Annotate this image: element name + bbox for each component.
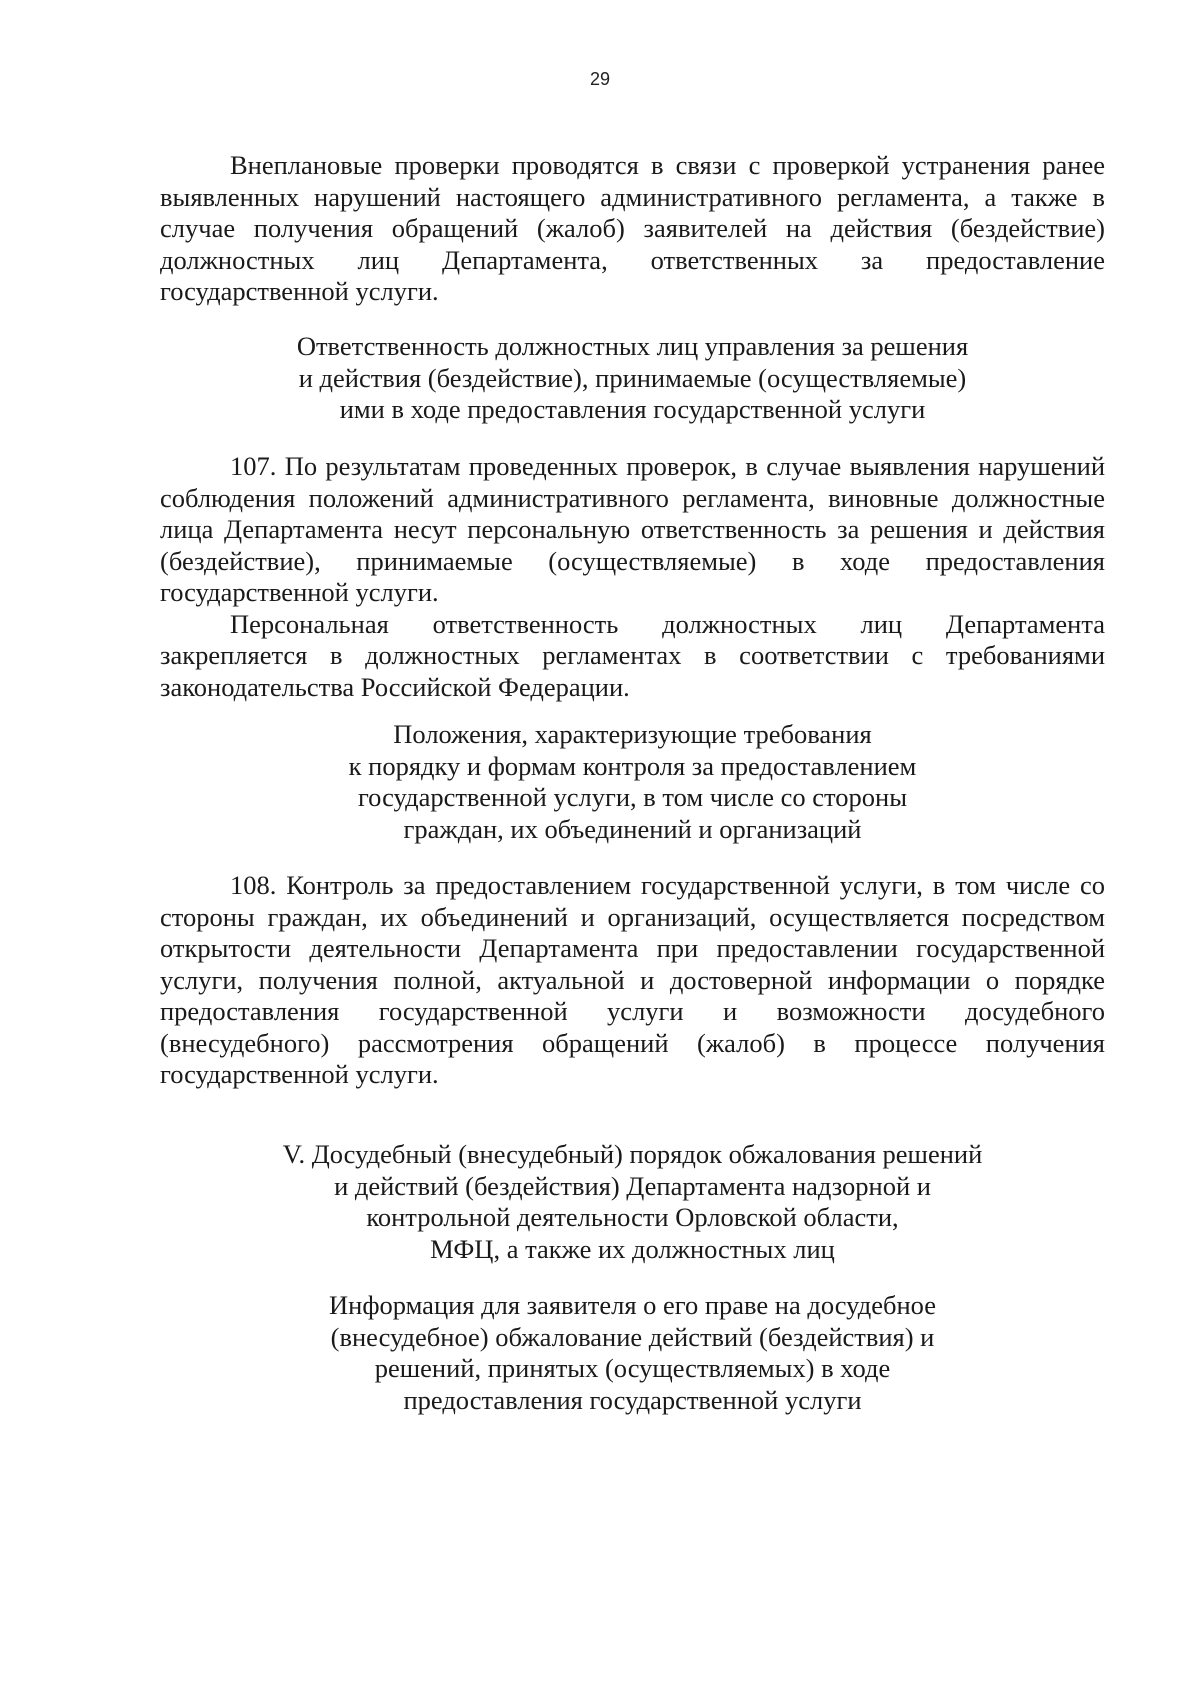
heading-line: Положения, характеризующие требования xyxy=(393,719,872,749)
heading-line: государственной услуги, в том числе со стороны xyxy=(357,782,908,812)
heading-line: V. Досудебный (внесудебный) порядок обжалования решений xyxy=(282,1139,983,1169)
heading-line: контрольной деятельности Орловской области, xyxy=(366,1202,899,1232)
heading-applicant-appeal-rights xyxy=(160,1290,1105,1416)
heading-line: МФЦ, а также их должностных лиц xyxy=(430,1233,835,1264)
heading-official-responsibility xyxy=(160,331,1105,426)
paragraph-unscheduled-inspections xyxy=(160,150,1105,308)
heading-line: предоставления государственной услуги xyxy=(403,1384,862,1415)
heading-line: к порядку и формам контроля за предоставлением xyxy=(348,750,917,781)
paragraph-108 xyxy=(160,870,1105,1091)
heading-line: решений, принятых (осуществляемых) в ходе xyxy=(374,1353,891,1383)
paragraph-text: 108. Контроль за предоставлением государственной услуги, в том числе со стороны граждан, их объединений и организаций, осуществляется посредством открытости деятельности Департамента при предоставлении государственной услуги, получения полной, актуальной и достоверной информации о порядке предоставления государственной услуги и возможности досудебного (внесудебного) рассмотрения обращений (жалоб) в процессе получения государственной услуги. xyxy=(160,870,1105,1089)
paragraph-text: Персональная ответственность должностных лиц Департамента закрепляется в должностных регламентах в соответствии с требованиями законодательства Российской Федерации. xyxy=(160,608,1105,702)
paragraph-text: Внеплановые проверки проводятся в связи с проверкой устранения ранее выявленных нарушений настоящего административного регламента, а также в случае получения обращений (жалоб) заявителей на действия (бездействие) должностных лиц Департамента, ответственных за предоставление государственной услуги. xyxy=(160,150,1105,306)
heading-line: и действий (бездействия) Департамента надзорной и xyxy=(334,1170,931,1201)
heading-line: ими в ходе предоставления государственной услуги xyxy=(339,394,926,424)
heading-control-requirements xyxy=(160,719,1105,845)
heading-line: Ответственность должностных лиц управления за решения xyxy=(296,331,969,361)
paragraph-107 xyxy=(160,451,1105,703)
heading-line: и действия (бездействие), принимаемые (осуществляемые) xyxy=(298,362,967,393)
page-number: 29 xyxy=(589,69,611,89)
section-v-title xyxy=(160,1139,1105,1265)
paragraph-text: 107. По результатам проведенных проверок, в случае выявления нарушений соблюдения положений административного регламента, виновные должностные лица Департамента несут персональную ответственность за решения и действия (бездействие), принимаемые (осуществляемые) в ходе предоставления государственной услуги. xyxy=(160,451,1105,607)
heading-line: (внесудебное) обжалование действий (бездействия) и xyxy=(330,1321,935,1352)
heading-line: граждан, их объединений и организаций xyxy=(403,813,862,844)
heading-line: Информация для заявителя о его праве на досудебное xyxy=(329,1290,936,1320)
